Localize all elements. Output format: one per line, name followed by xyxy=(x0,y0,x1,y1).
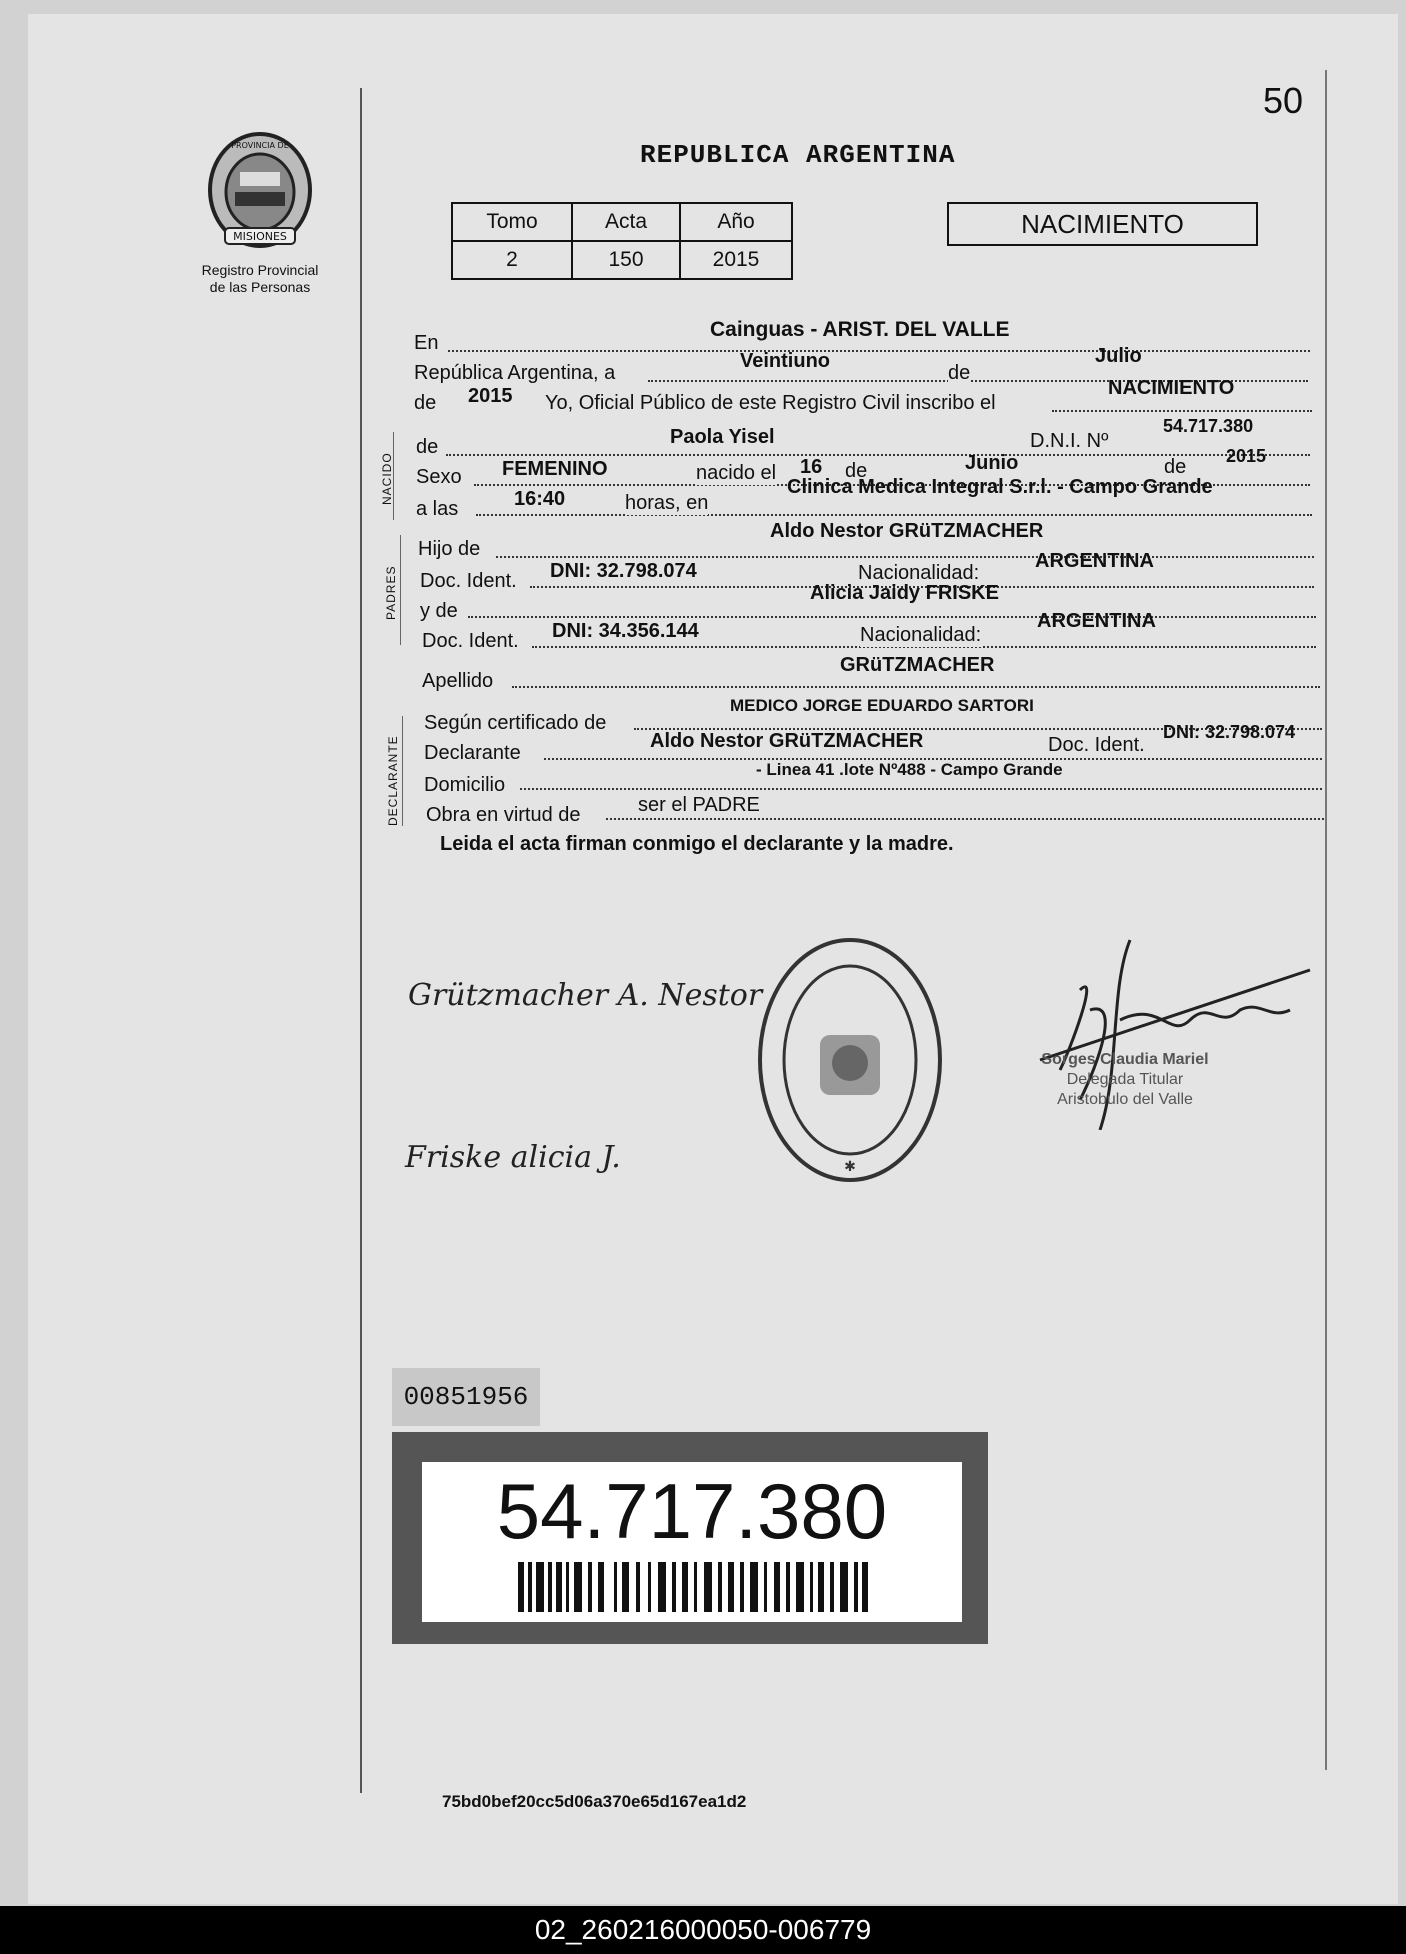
left-margin-line xyxy=(360,88,362,1793)
child-name: Paola Yisel xyxy=(670,426,775,448)
label-nacionalidad: Nacionalidad: xyxy=(858,562,980,584)
dotted-line xyxy=(496,556,1314,558)
label-de: de xyxy=(845,460,868,482)
declarante-doc: DNI: 32.798.074 xyxy=(1163,722,1296,742)
dotted-line xyxy=(448,350,1310,352)
label-doc-ident: Doc. Ident. xyxy=(1048,734,1145,756)
sexo-value: FEMENINO xyxy=(502,458,608,480)
label-doc-ident: Doc. Ident. xyxy=(422,630,519,652)
label-obra-en-virtud: Obra en virtud de xyxy=(426,804,581,826)
section-label-declarante: DECLARANTE xyxy=(386,735,400,826)
right-margin-line xyxy=(1325,70,1327,1770)
label-domicilio: Domicilio xyxy=(424,774,506,796)
label-de: de xyxy=(948,362,971,384)
label-de: de xyxy=(414,392,437,414)
value-acta: 150 xyxy=(572,241,680,279)
mother-doc: DNI: 34.356.144 xyxy=(552,620,699,642)
month-value: Julio xyxy=(1095,345,1142,367)
label-segun-certificado: Según certificado de xyxy=(424,712,607,734)
svg-text:✱: ✱ xyxy=(844,1159,856,1175)
label-horas: horas, en xyxy=(625,492,709,514)
birth-year: 2015 xyxy=(1226,446,1267,466)
domicilio-value: - Linea 41 .lote Nº488 - Campo Grande xyxy=(756,760,1063,779)
dotted-line xyxy=(1052,410,1312,412)
header-tomo: Tomo xyxy=(452,203,572,241)
closing-statement: Leida el acta firman conmigo el declarante y la madre. xyxy=(440,833,954,855)
label-declarante: Declarante xyxy=(424,742,521,764)
id-number: 54.717.380 xyxy=(496,1467,888,1555)
day-value: Veintiuno xyxy=(740,350,830,372)
document-title: REPUBLICA ARGENTINA xyxy=(640,140,956,170)
id-label xyxy=(422,1462,962,1622)
label-nacido-el: nacido el xyxy=(696,462,777,484)
birth-month: Junio xyxy=(965,452,1019,474)
page-number: 50 xyxy=(1263,80,1304,121)
serial-sticker: 00851956 xyxy=(392,1368,540,1426)
svg-text:MISIONES: MISIONES xyxy=(233,230,287,243)
apellido-value: GRüTZMACHER xyxy=(840,654,995,676)
registry-stamp-icon xyxy=(755,935,945,1185)
certificate-value: MEDICO JORGE EDUARDO SARTORI xyxy=(730,696,1034,715)
obra-value: ser el PADRE xyxy=(638,794,760,816)
value-anio: 2015 xyxy=(680,241,792,279)
dotted-line xyxy=(512,686,1320,688)
official-stamp-text: Sorges Claudia Mariel Delegada Titular Aristobulo del Valle xyxy=(1041,1051,1209,1108)
label-doc-ident: Doc. Ident. xyxy=(420,570,517,592)
barcode-icon xyxy=(518,1562,868,1612)
declarante-name: Aldo Nestor GRüTZMACHER xyxy=(650,730,924,752)
label-apellido: Apellido xyxy=(422,670,494,692)
dotted-line xyxy=(468,616,1316,618)
label-y-de: y de xyxy=(420,600,458,622)
misiones-emblem-icon xyxy=(205,132,315,257)
act-type-value: NACIMIENTO xyxy=(1108,377,1235,399)
record-table xyxy=(451,202,793,280)
header-anio: Año xyxy=(680,203,792,241)
header-acta: Acta xyxy=(572,203,680,241)
section-bar xyxy=(402,716,403,826)
section-label-nacido: NACIDO xyxy=(380,452,394,505)
security-band xyxy=(392,1432,988,1644)
mother-name: Alicia Jaidy FRISKE xyxy=(810,582,999,604)
label-nacionalidad: Nacionalidad: xyxy=(860,624,982,646)
label-hijo-de: Hijo de xyxy=(418,538,481,560)
dotted-line xyxy=(520,788,1322,790)
record-type-box: NACIMIENTO xyxy=(947,202,1258,246)
label-dni: D.N.I. Nº xyxy=(1030,430,1109,452)
document-hash: 75bd0bef20cc5d06a370e65d167ea1d2 xyxy=(442,1792,747,1811)
birth-day: 16 xyxy=(800,456,823,478)
label-inscribo: Yo, Oficial Público de este Registro Civil inscribo el xyxy=(545,392,996,414)
father-doc: DNI: 32.798.074 xyxy=(550,560,697,582)
svg-text:PROVINCIA DE: PROVINCIA DE xyxy=(231,141,289,150)
year-value: 2015 xyxy=(468,385,513,407)
footer-filename: 02_260216000050-006779 xyxy=(0,1906,1406,1954)
label-a-las: a las xyxy=(416,498,459,520)
section-label-padres: PADRES xyxy=(384,565,398,620)
father-name: Aldo Nestor GRüTZMACHER xyxy=(770,520,1044,542)
label-de: de xyxy=(416,436,439,458)
mother-signature: Friske alicia J. xyxy=(405,1140,621,1175)
child-dni: 54.717.380 xyxy=(1163,416,1254,436)
dotted-line xyxy=(476,514,1312,516)
place-value: Cainguas - ARIST. DEL VALLE xyxy=(710,318,1010,341)
label-de: de xyxy=(1164,456,1187,478)
birth-place: Clinica Medica Integral S.r.l. - Campo Grande xyxy=(787,476,1213,498)
birth-time: 16:40 xyxy=(514,488,566,510)
section-bar xyxy=(400,535,401,645)
mother-nationality: ARGENTINA xyxy=(1037,610,1156,632)
father-nationality: ARGENTINA xyxy=(1035,550,1154,572)
dotted-line xyxy=(606,818,1324,820)
label-en: En xyxy=(414,332,439,354)
label-sexo: Sexo xyxy=(416,466,462,488)
label-republica: República Argentina, a xyxy=(414,362,616,384)
father-signature: Grützmacher A. Nestor xyxy=(408,978,763,1013)
value-tomo: 2 xyxy=(452,241,572,279)
registry-label: Registro Provincial de las Personas xyxy=(201,262,319,295)
